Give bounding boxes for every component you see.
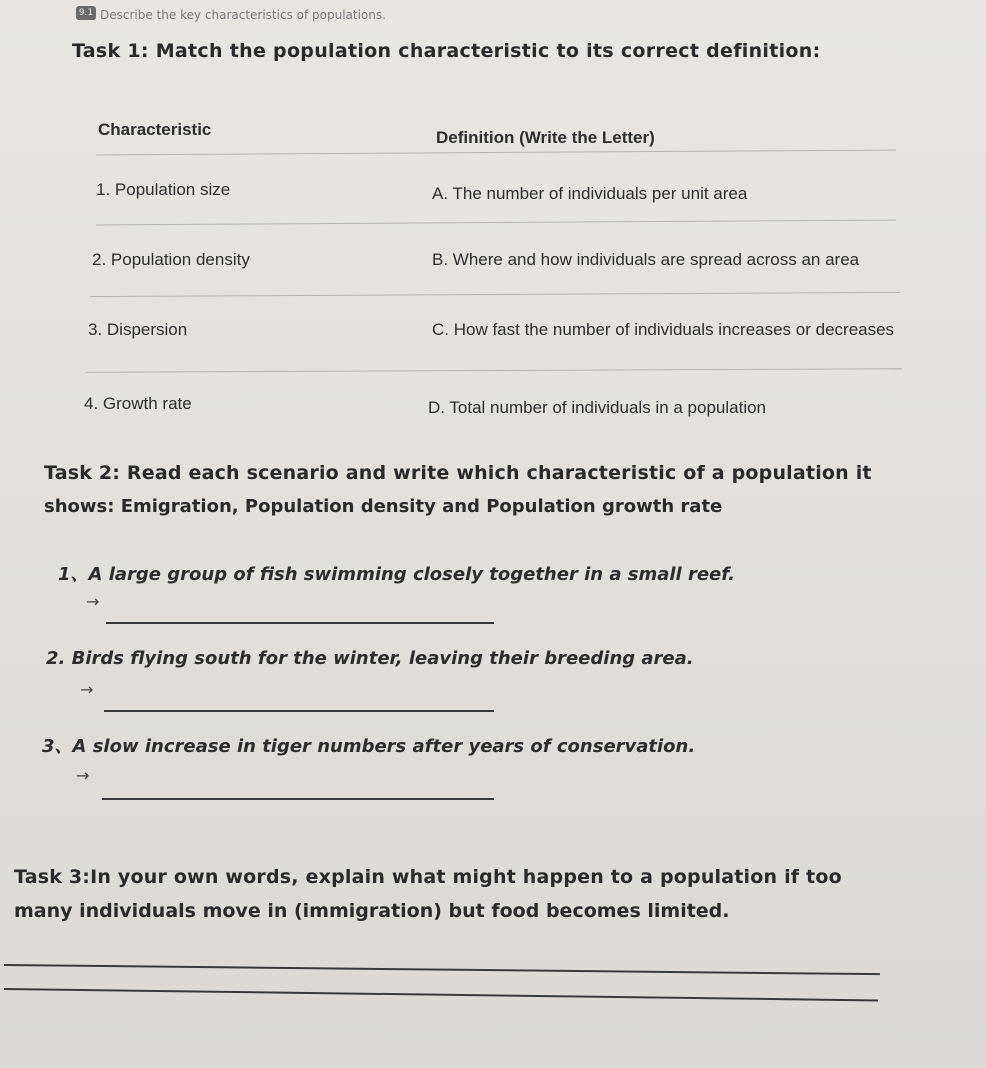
scenario-item: 3、A slow increase in tiger numbers after years of conservation. [42, 736, 696, 757]
column-header-definition: Definition (Write the Letter) [436, 128, 655, 147]
answer-line[interactable] [106, 622, 494, 624]
scenario-item: 1、A large group of fish swimming closely together in a small reef. [58, 564, 735, 585]
definition-item: B. Where and how individuals are spread across an area [432, 250, 860, 269]
arrow-icon: → [80, 680, 94, 699]
answer-line[interactable] [104, 710, 494, 712]
arrow-icon: → [86, 592, 100, 611]
characteristic-item: 3. Dispersion [88, 320, 188, 339]
characteristic-item: 1. Population size [96, 180, 231, 199]
column-header-characteristic: Characteristic [98, 120, 212, 139]
table-row-rule [96, 220, 896, 226]
task1-title: Task 1: Match the population characteristic to its correct definition: [72, 40, 821, 62]
task3-title: Task 3:In your own words, explain what might happen to a population if too [14, 866, 842, 888]
task2-subtitle: shows: Emigration, Population density and Population growth rate [44, 496, 723, 517]
table-header-rule [96, 150, 896, 156]
answer-line[interactable] [4, 964, 880, 975]
definition-item: C. How fast the number of individuals increases or decreases [432, 320, 895, 339]
header-badge: 9.1 [76, 6, 96, 20]
task2-title: Task 2: Read each scenario and write which characteristic of a population it [44, 462, 872, 484]
table-row-rule [86, 368, 902, 373]
arrow-icon: → [76, 766, 90, 785]
table-row-rule [90, 292, 900, 297]
header-objective: Describe the key characteristics of populations. [100, 8, 386, 22]
characteristic-item: 2. Population density [92, 250, 250, 269]
answer-line[interactable] [102, 798, 494, 800]
task3-subtitle: many individuals move in (immigration) but food becomes limited. [14, 900, 730, 922]
characteristic-item: 4. Growth rate [84, 394, 192, 413]
definition-item: A. The number of individuals per unit area [432, 184, 748, 203]
definition-item: D. Total number of individuals in a population [428, 398, 767, 417]
answer-line[interactable] [4, 988, 878, 1001]
scenario-item: 2. Birds flying south for the winter, leaving their breeding area. [46, 648, 694, 669]
